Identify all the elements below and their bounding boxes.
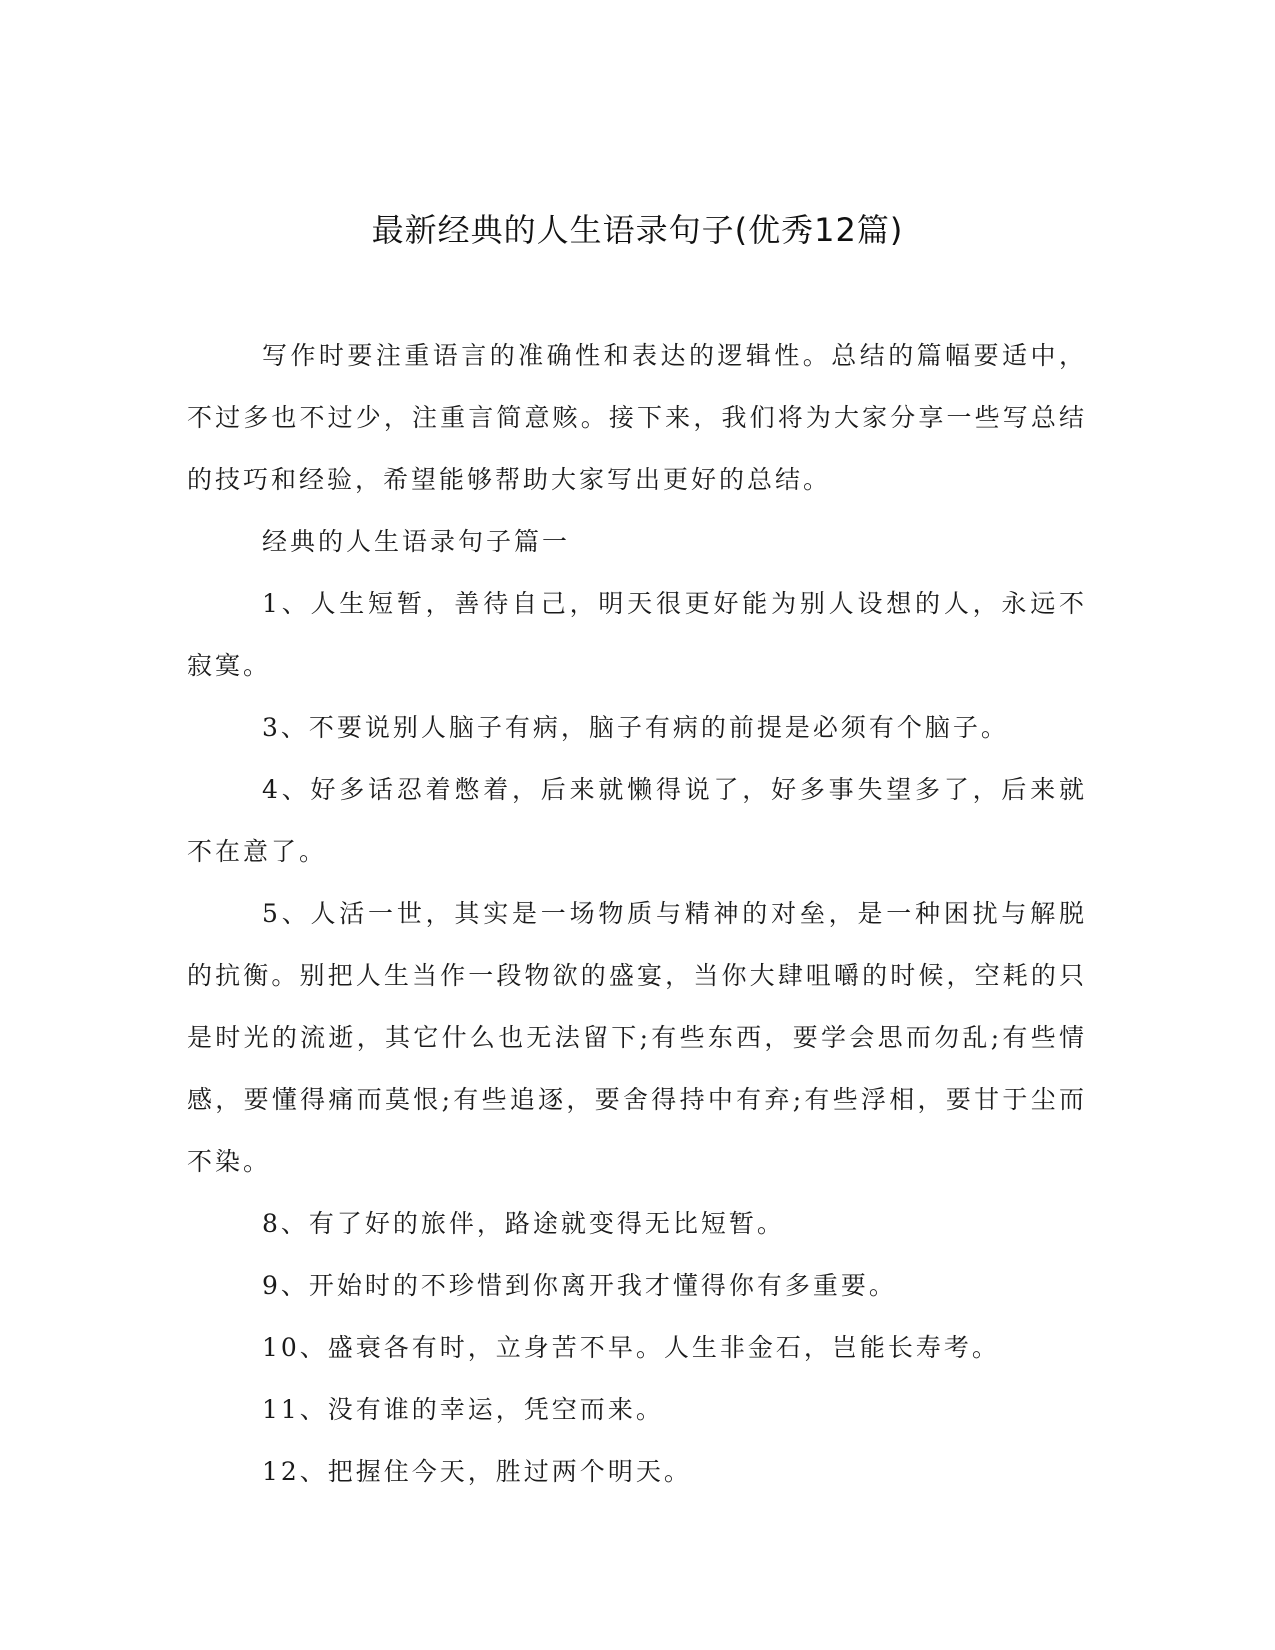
quote-item: 3、不要说别人脑子有病，脑子有病的前提是必须有个脑子。 xyxy=(262,713,1009,742)
intro-paragraph: 写作时要注重语言的准确性和表达的逻辑性。总结的篇幅要适中，不过多也不过少，注重言简意赅。接下来，我们将为大家分享一些写总结的技巧和经验，希望能够帮助大家写出更好的总结。 xyxy=(187,341,1087,494)
document-body xyxy=(187,325,1087,1503)
quote-item: 1、人生短暂，善待自己，明天很更好能为别人设想的人，永远不寂寞。 xyxy=(187,589,1087,680)
quote-item: 4、好多话忍着憋着，后来就懒得说了，好多事失望多了，后来就不在意了。 xyxy=(187,775,1087,866)
quote-item: 10、盛衰各有时，立身苦不早。人生非金石，岂能长寿考。 xyxy=(262,1333,1000,1362)
quote-item: 5、人活一世，其实是一场物质与精神的对垒，是一种困扰与解脱的抗衡。别把人生当作一段物欲的盛宴，当你大肆咀嚼的时候，空耗的只是时光的流逝，其它什么也无法留下;有些东西，要学会思而勿乱;有些情感，要懂得痛而莫恨;有些追逐，要舍得持中有弃;有些浮相，要甘于尘而不染。 xyxy=(187,899,1087,1176)
quote-item: 11、没有谁的幸运，凭空而来。 xyxy=(262,1395,664,1424)
section-heading: 经典的人生语录句子篇一 xyxy=(262,527,571,556)
quote-item: 12、把握住今天，胜过两个明天。 xyxy=(262,1457,692,1486)
quote-item: 9、开始时的不珍惜到你离开我才懂得你有多重要。 xyxy=(262,1271,897,1300)
quote-item: 8、有了好的旅伴，路途就变得无比短暂。 xyxy=(262,1209,785,1238)
document-title: 最新经典的人生语录句子(优秀12篇) xyxy=(371,211,904,249)
